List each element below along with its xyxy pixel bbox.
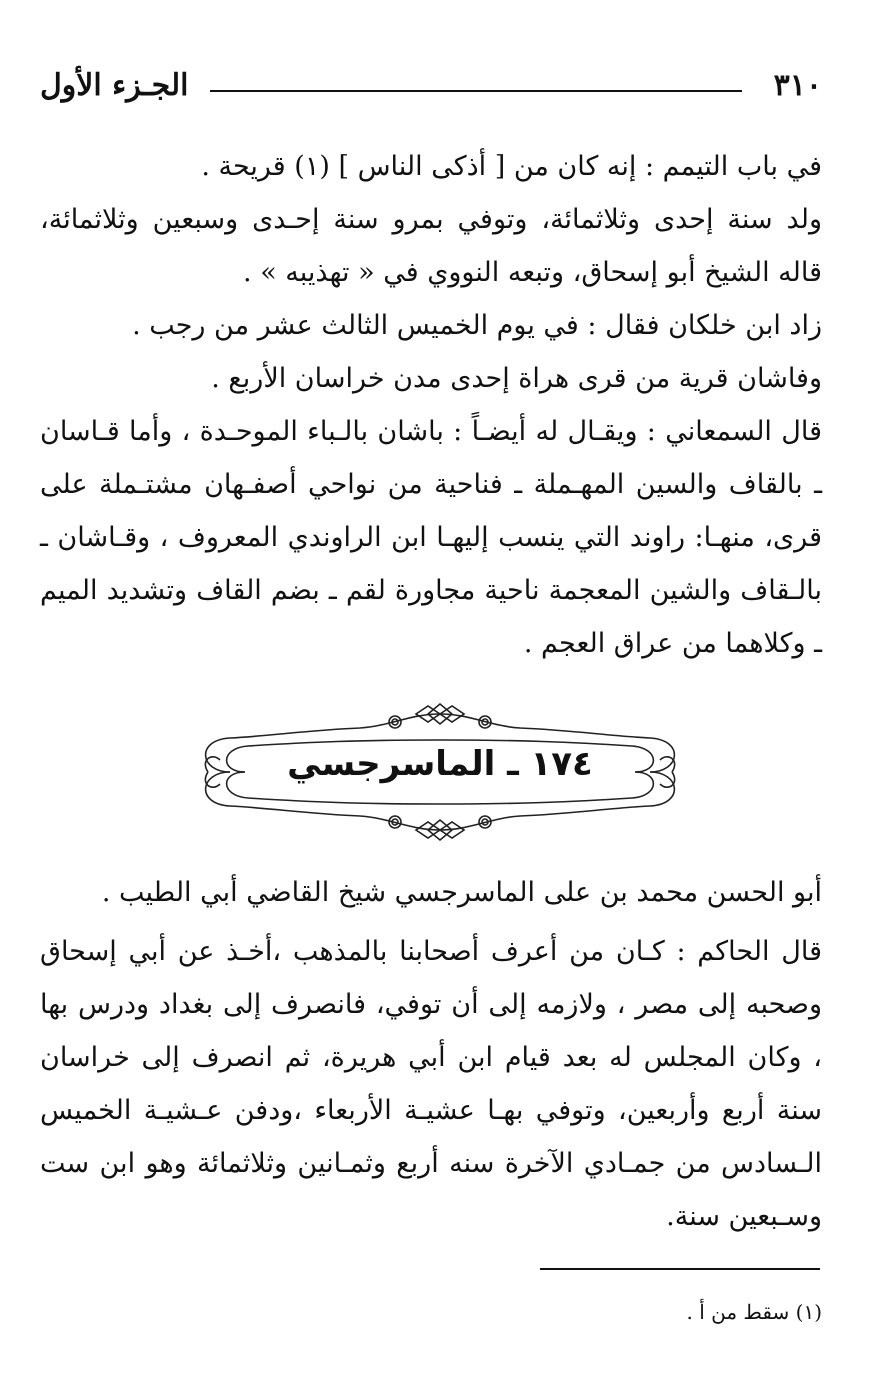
paragraph-fashan: وفاشان قرية من قرى هراة إحدى مدن خراسان الأربع .	[211, 363, 822, 394]
paragraph-ibn-khallikan: زاد ابن خلكان فقال : في يوم الخميس الثالث عشر من رجب .	[132, 310, 822, 341]
volume-title: الجـزء الأول	[40, 68, 189, 103]
paragraph-birth-death: ولد سنة إحدى وثلاثمائة، وتوفي بمرو سنة إحـدى وسبعين وثلاثمائة، قاله الشيخ أبو إسحاق، وتبعه النووي في « تهذيبه » .	[40, 204, 822, 288]
paragraph-samani: قال السمعاني : ويقـال له أيضـاً : باشان بالـباء الموحـدة ، وأما قـاسان ـ بالقاف والسين المهـملة ـ فناحية من نواحي أصفـهان مشتـملة على قرى، منهـا: راوند التي ينسب إليهـا ابن الراوندي المعروف ، وقـاشان ـ بالـقاف والشين المعجمة ناحية مجاورة لقم ـ بضم القاف وتشديد الميم ـ وكلاهما من عراق العجم .	[40, 416, 822, 659]
header-rule	[210, 90, 742, 92]
entry-title-ornament	[190, 700, 690, 845]
entry-title: ١٧٤ ـ الماسرجسي	[287, 744, 593, 784]
footnote-rule	[540, 1268, 820, 1270]
paragraph-abu-al-hasan: أبو الحسن محمد بن على الماسرجسي شيخ القاضي أبي الطيب .	[101, 877, 822, 908]
running-header	[40, 68, 822, 112]
page-number: ٣١٠	[773, 68, 822, 103]
paragraph-al-hakim: قال الحاكم : كـان من أعرف أصحابنا بالمذهب ،أخـذ عن أبي إسحاق وصحبه إلى مصر ، ولازمه إلى أن توفي، فانصرف إلى بغداد ودرس بها ، وكان المجلس له بعد قيام ابن أبي هريرة، ثم انصرف إلى خراسان سنة أربع وأربعين، وتوفي بهـا عشيـة الأربعاء ،ودفن عـشيـة الخميس الـسادس من جمـادي الآخرة سنه أربع وثمـانين وثلاثمائة وهو ابن ست وسـبعين سنة.	[40, 936, 822, 1232]
paragraph-tayammum: في باب التيمم : إنه كان من [ أذكى الناس ] (١) قريحة .	[201, 151, 822, 182]
footnote: (١) سقط من أ .	[686, 1300, 822, 1324]
